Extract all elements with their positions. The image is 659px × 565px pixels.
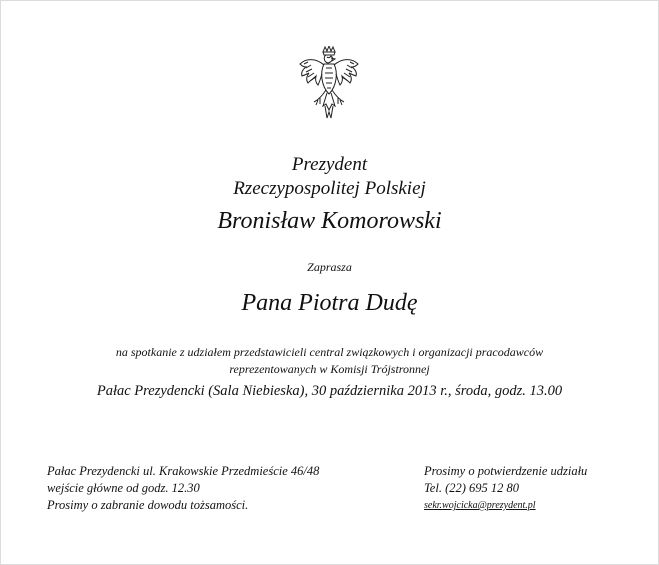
- rsvp-request: Prosimy o potwierdzenie udziału: [424, 464, 588, 478]
- email-link[interactable]: sekr.wojcicka@prezydent.pl: [424, 500, 536, 511]
- entrance-time: wejście główne od godz. 12.30: [47, 481, 200, 495]
- phone-number: Tel. (22) 695 12 80: [424, 481, 520, 495]
- title-line-republic: Rzeczypospolitej Polskiej: [233, 178, 426, 199]
- id-note: Prosimy o zabranie dowodu tożsamości.: [47, 498, 249, 512]
- footer-rsvp-info: [424, 463, 587, 514]
- president-name: Bronisław Komorowski: [217, 208, 442, 234]
- meeting-place-date: Pałac Prezydencki (Sala Niebieska), 30 października 2013 r., środa, godz. 13.00: [96, 383, 563, 399]
- invites-label: Zaprasza: [307, 260, 352, 274]
- title-line-president: Prezydent: [291, 154, 368, 175]
- footer-venue-info: [47, 463, 319, 514]
- meeting-purpose-line1: na spotkanie z udziałem przedstawicieli central związkowych i organizacji pracodawców: [115, 345, 544, 359]
- meeting-purpose-line2: reprezentowanych w Komisji Trójstronnej: [229, 362, 430, 376]
- venue-address: Pałac Prezydencki ul. Krakowskie Przedmieście 46/48: [47, 464, 320, 478]
- guest-name: Pana Piotra Dudę: [241, 290, 418, 316]
- polish-eagle-emblem-icon: [296, 46, 362, 122]
